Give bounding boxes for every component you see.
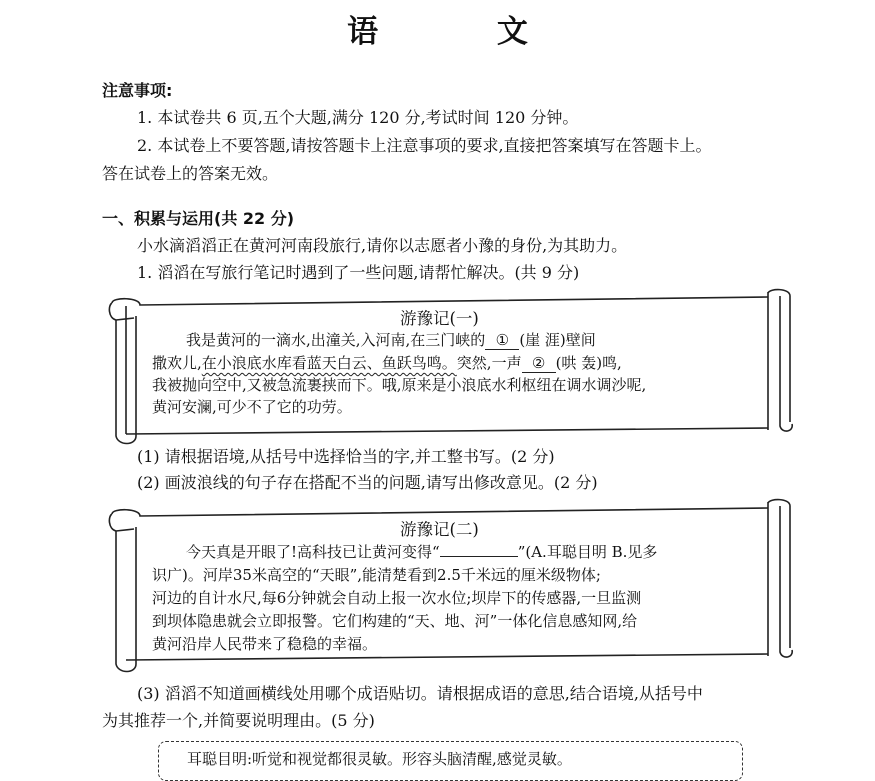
idiom-blank bbox=[440, 541, 518, 557]
section-heading: 一、积累与运用(共 22 分) bbox=[102, 209, 295, 228]
scroll2-line-3: 河边的自计水尺,每6分钟就会自动上报一次水位;坝岸下的传感器,一旦监测 bbox=[152, 589, 642, 607]
blank-mark-2: ② bbox=[522, 354, 556, 373]
question-1-1: (1) 请根据语境,从括号中选择恰当的字,并工整书写。(2 分) bbox=[137, 447, 555, 466]
wavy-sentence: 在小浪底水库看蓝天白云、鱼跃鸟鸣。 bbox=[201, 354, 457, 372]
blank-mark-1: ① bbox=[485, 331, 519, 350]
scroll2-line-1-text-a: 今天真是开眼了!高科技已让黄河变得“ bbox=[186, 543, 440, 561]
question-1-3-cont: 为其推荐一个,并简要说明理由。(5 分) bbox=[102, 711, 375, 730]
idiom-definition: 耳聪目明:听觉和视觉都很灵敏。形容头脑清醒,感觉灵敏。 bbox=[187, 750, 572, 768]
scroll1-line-4: 黄河安澜,可少不了它的功劳。 bbox=[152, 398, 352, 416]
scroll2-title: 游豫记(二) bbox=[400, 520, 479, 539]
page-title: 语 文 bbox=[347, 14, 582, 50]
scroll2-line-2: 识广)。河岸35米高空的“天眼”,能清楚看到2.5千米远的厘米级物体; bbox=[152, 566, 601, 584]
notice-heading: 注意事项: bbox=[102, 81, 173, 100]
question-1-3: (3) 滔滔不知道画横线处用哪个成语贴切。请根据成语的意思,结合语境,从括号中 bbox=[137, 684, 703, 703]
scroll2-line-4: 到坝体隐患就会立即报警。它们构建的“天、地、河”一体化信息感知网,给 bbox=[152, 612, 638, 630]
scroll1-line-1-text-b: (崖 涯)壁间 bbox=[519, 331, 596, 349]
scroll1-line-3: 我被抛向空中,又被急流裹挟而下。哦,原来是小浪底水利枢纽在调水调沙呢, bbox=[152, 376, 647, 394]
scroll2-line-1 bbox=[186, 541, 657, 562]
scroll1-title: 游豫记(一) bbox=[400, 309, 479, 328]
scroll1-line-2-text-c: (哄 轰)鸣, bbox=[555, 354, 622, 372]
scroll1-line-1 bbox=[186, 329, 596, 350]
notice-item-2: 2. 本试卷上不要答题,请按答题卡上注意事项的要求,直接把答案填写在答题卡上。 bbox=[137, 136, 712, 155]
question-1-2: (2) 画波浪线的句子存在搭配不当的问题,请写出修改意见。(2 分) bbox=[137, 473, 598, 492]
scroll1-line-2 bbox=[152, 352, 622, 373]
scroll2-line-5: 黄河沿岸人民带来了稳稳的幸福。 bbox=[152, 635, 378, 653]
section-intro: 小水滴滔滔正在黄河河南段旅行,请你以志愿者小豫的身份,为其助力。 bbox=[137, 236, 628, 255]
question-1: 1. 滔滔在写旅行笔记时遇到了一些问题,请帮忙解决。(共 9 分) bbox=[137, 263, 580, 282]
notice-item-2-cont: 答在试卷上的答案无效。 bbox=[102, 164, 279, 183]
scroll1-line-1-text-a: 我是黄河的一滴水,出潼关,入河南,在三门峡的 bbox=[186, 331, 486, 349]
scroll2-line-1-text-b: ”(A.耳聪目明 B.见多 bbox=[517, 543, 658, 561]
scroll1-line-2-text-a: 撒欢儿, bbox=[152, 354, 202, 372]
notice-item-1: 1. 本试卷共 6 页,五个大题,满分 120 分,考试时间 120 分钟。 bbox=[137, 108, 579, 127]
scroll1-line-2-text-b: 突然,一声 bbox=[456, 354, 522, 372]
idiom-definition-box bbox=[158, 741, 743, 781]
